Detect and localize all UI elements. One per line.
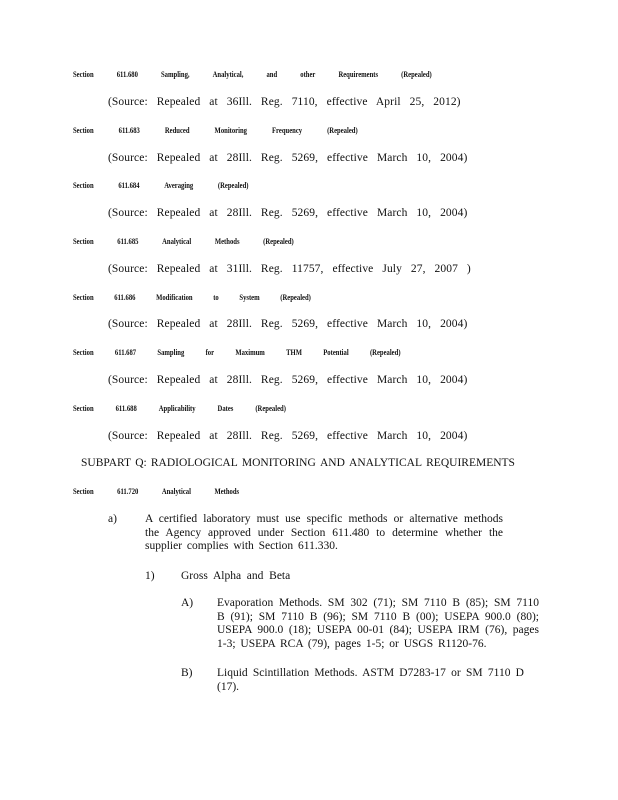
section-status: (Repealed) [217, 180, 249, 190]
source-note: (Source: Repealed at 28Ill. Reg. 5269, effective March 10, 2004) [108, 374, 468, 386]
section-heading-611-683 [73, 125, 358, 135]
section-number: 611.680 [116, 69, 138, 79]
section-title-word: Averaging [164, 180, 194, 190]
item-1-label: 1) [145, 570, 155, 582]
section-status: (Repealed) [263, 236, 294, 246]
section-title-word: Maximum [235, 347, 265, 357]
subpart-title-word: MONITORING [241, 457, 316, 469]
section-heading-611-686 [73, 292, 311, 302]
source-note: (Source: Repealed at 36Ill. Reg. 7110, effective April 25, 2012) [108, 96, 461, 108]
subsection-a-text: A certified laboratory must use specific methods or alternative methods the Agency approved under Section 611.480 to determine whether the supplier complies with Section 611.330. [145, 513, 503, 552]
source-note: (Source: Repealed at 31Ill. Reg. 11757, effective July 27, 2007 ) [108, 263, 471, 275]
section-number: 611.684 [118, 180, 140, 190]
section-title-word: to [213, 292, 219, 302]
section-title-word: Sampling [157, 347, 185, 357]
section-title-word: Analytical [161, 486, 191, 496]
source-note: (Source: Repealed at 28Ill. Reg. 5269, effective March 10, 2004) [108, 430, 468, 442]
subpart-letter: Q: [135, 457, 147, 469]
section-heading-611-687 [73, 347, 401, 357]
section-title-word: Applicability [158, 403, 196, 413]
section-title-word: other [300, 69, 316, 79]
section-title-word: Sampling, [160, 69, 190, 79]
section-title-word: Analytical, [212, 69, 244, 79]
section-word: Section [73, 125, 94, 135]
source-note: (Source: Repealed at 28Ill. Reg. 5269, effective March 10, 2004) [108, 207, 468, 219]
section-status: (Repealed) [255, 403, 286, 413]
section-number: 611.688 [115, 403, 137, 413]
section-word: Section [73, 347, 94, 357]
section-title-word: Methods [214, 486, 240, 496]
section-title-word: Potential [323, 347, 349, 357]
section-word: Section [73, 180, 94, 190]
source-note: (Source: Repealed at 28Ill. Reg. 5269, effective March 10, 2004) [108, 318, 468, 330]
section-title-word: Reduced [164, 125, 190, 135]
section-number: 611.687 [114, 347, 137, 357]
section-title-word: Modification [156, 292, 193, 302]
section-title-word: Dates [217, 403, 234, 413]
section-status: (Repealed) [369, 347, 401, 357]
section-number: 611.720 [117, 486, 139, 496]
section-status: (Repealed) [327, 125, 358, 135]
source-note: (Source: Repealed at 28Ill. Reg. 5269, effective March 10, 2004) [108, 152, 468, 164]
section-title-word: System [239, 292, 260, 302]
section-word: Section [73, 236, 94, 246]
section-heading-611-685 [73, 236, 294, 246]
section-number: 611.683 [118, 125, 140, 135]
section-title-word: Monitoring [214, 125, 247, 135]
item-B-label: B) [181, 667, 193, 679]
section-heading-611-688 [73, 403, 286, 413]
section-number: 611.686 [114, 292, 136, 302]
section-title-word: Methods [214, 236, 240, 246]
section-title-word: Requirements [338, 69, 379, 79]
subpart-title-word: RADIOLOGICAL [150, 457, 238, 469]
section-word: Section [73, 69, 94, 79]
subsection-a-label: a) [108, 513, 117, 525]
subpart-word: SUBPART [81, 457, 132, 469]
subpart-heading [81, 457, 515, 469]
item-A-text: Evaporation Methods. SM 302 (71); SM 7110 B (85); SM 7110 B (91); SM 7110 B (96); SM 7110 B (00); USEPA 900.0 (80); USEPA 900.0 (18); USEPA 00-01 (84); USEPA IRM (76), pages 1-3; USEPA RCA (79), pages 1-5; or USGS R1120-76. [217, 597, 539, 650]
section-heading-611-680 [73, 69, 432, 79]
section-title-word: and [266, 69, 278, 79]
subpart-title-word: ANALYTICAL [349, 457, 422, 469]
section-title-word: THM [286, 347, 302, 357]
item-1-text: Gross Alpha and Beta [181, 570, 291, 582]
section-heading-611-684 [73, 180, 249, 190]
section-word: Section [73, 292, 94, 302]
section-word: Section [73, 486, 94, 496]
section-heading-611-720 [73, 486, 239, 496]
section-status: (Repealed) [280, 292, 311, 302]
section-title-word: for [205, 347, 215, 357]
section-status: (Repealed) [401, 69, 432, 79]
section-word: Section [73, 403, 94, 413]
subpart-title-word: AND [319, 457, 345, 469]
section-title-word: Analytical [162, 236, 192, 246]
subpart-title-word: REQUIREMENTS [426, 457, 515, 469]
section-title-word: Frequency [271, 125, 303, 135]
section-number: 611.685 [117, 236, 139, 246]
item-B-text: Liquid Scintillation Methods. ASTM D7283-17 or SM 7110 D (17). [217, 667, 524, 693]
item-A-label: A) [181, 597, 194, 609]
